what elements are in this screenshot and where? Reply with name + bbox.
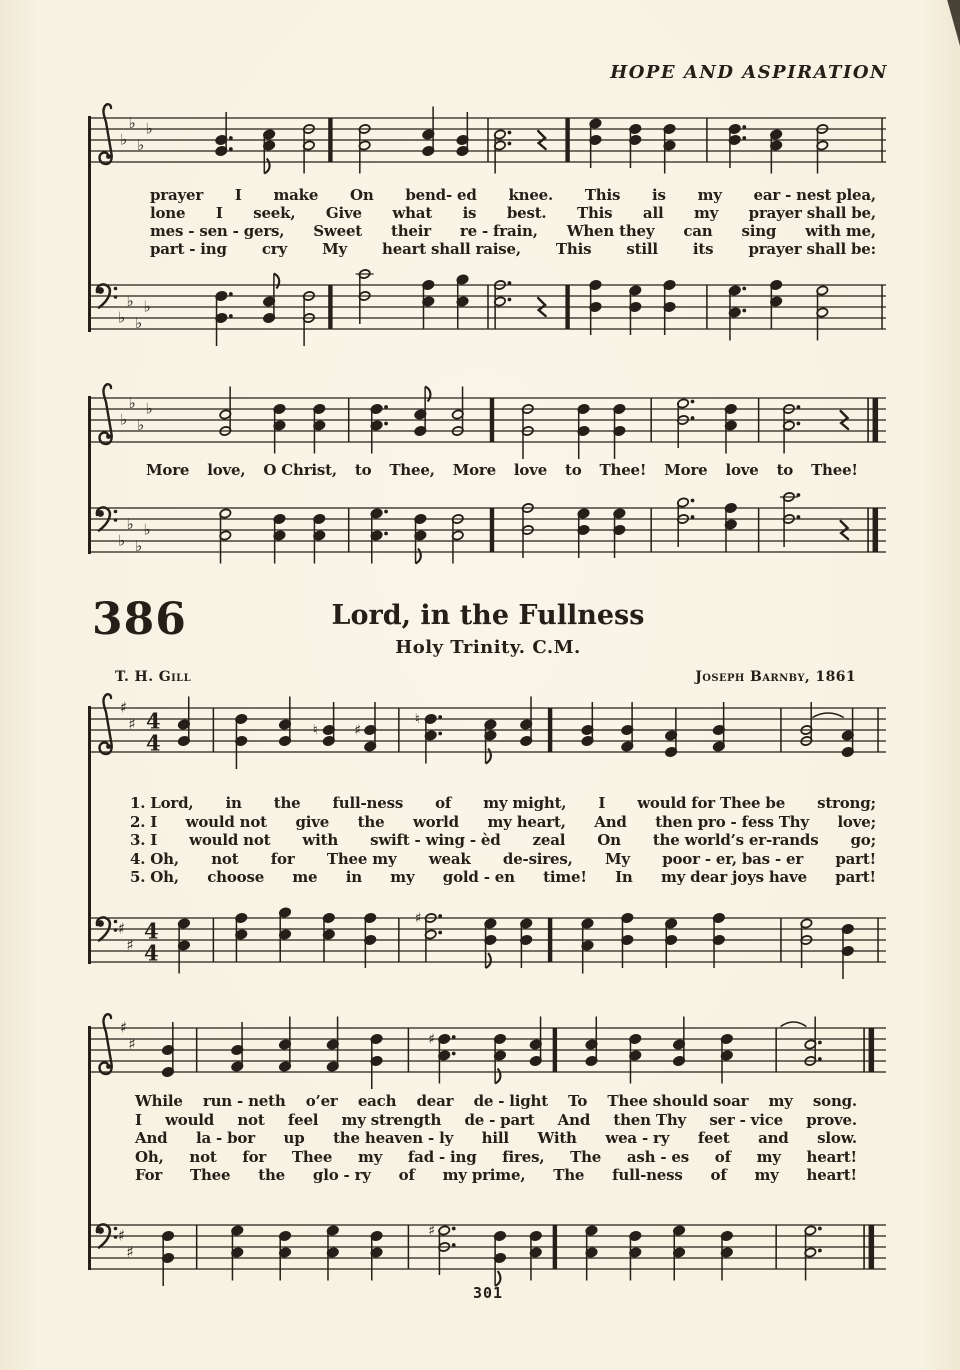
hymn-verses-continued — [135, 1092, 857, 1185]
flat-sign-icon: ♭ — [128, 114, 136, 132]
lyric-word: 5. Oh, — [130, 868, 179, 887]
lyric-line — [150, 222, 876, 240]
lyric-word: is — [652, 186, 666, 204]
lyric-word: slow. — [817, 1129, 857, 1148]
flat-sign-icon: ♭ — [128, 394, 136, 412]
lyric-word: in — [225, 794, 242, 812]
lyric-word: prove. — [806, 1110, 857, 1129]
lyric-word: feet — [697, 1129, 730, 1148]
lyric-word: de-sires, — [502, 849, 573, 868]
lyric-word: My — [322, 240, 347, 258]
lyric-word: to — [776, 461, 794, 479]
lyric-word: dear — [416, 1092, 454, 1110]
lyric-word: world — [412, 812, 459, 831]
lyric-word: part - ing — [150, 240, 227, 258]
lyric-word: Thee — [291, 1147, 333, 1166]
lyric-word: Thee my — [326, 849, 397, 868]
hymn-title: Lord, in the Fullness — [331, 600, 645, 631]
lyric-word: my — [756, 1147, 781, 1166]
flat-sign-icon: ♭ — [145, 119, 153, 138]
lyric-word: my — [697, 186, 722, 204]
lyric-word: More — [146, 461, 190, 479]
sharp-sign-icon: ♯ — [118, 1226, 126, 1245]
lyric-line — [130, 794, 876, 813]
lyric-word: When they — [566, 222, 655, 240]
lyric-word: my — [754, 1166, 779, 1185]
lyric-word: choose — [207, 868, 265, 887]
lyric-word: zeal — [532, 831, 566, 850]
music-staff-s3-bass — [88, 894, 888, 994]
lyric-word: run - neth — [202, 1092, 286, 1110]
composer-credit: Joseph Barnby, 1861 — [695, 669, 856, 685]
lyric-word: make — [273, 186, 319, 204]
flat-sign-icon: ♭ — [118, 308, 126, 327]
lyric-line — [150, 240, 876, 258]
lyric-word: My — [604, 849, 630, 868]
lyric-word: I — [215, 204, 223, 222]
lyric-word: for — [270, 849, 295, 868]
eighth-flag-icon — [486, 953, 491, 968]
lyric-word: not — [189, 1147, 217, 1166]
lyric-word: And — [135, 1129, 168, 1148]
lyric-word: Sweet — [313, 222, 363, 240]
lyric-word: ear - nest plea, — [753, 186, 876, 204]
lyric-line — [130, 831, 876, 850]
page-number: 301 — [472, 1284, 504, 1302]
lyric-word: swift - wing - èd — [370, 831, 501, 850]
lyric-word: ser - vice — [709, 1110, 783, 1129]
lyric-word: feel — [287, 1110, 319, 1129]
tie-icon — [781, 1022, 807, 1027]
treble-clef-icon — [100, 1014, 112, 1074]
lyric-word: I — [234, 186, 242, 204]
lyric-word: me — [292, 868, 318, 887]
lyric-line — [135, 1148, 857, 1167]
lyric-word: fires, — [502, 1147, 545, 1166]
lyric-word: their — [390, 222, 431, 240]
lyric-word: knee. — [508, 186, 554, 204]
lyric-word: to — [565, 461, 582, 479]
music-staff-s3-treble — [88, 684, 888, 784]
lyric-word: Thee! — [599, 461, 647, 479]
flat-sign-icon: ♭ — [135, 314, 143, 332]
lyric-word: Thee! — [811, 461, 858, 479]
lyric-line — [130, 850, 876, 869]
lyric-word: 1. Lord, — [130, 794, 194, 812]
lyric-word: 4. Oh, — [130, 849, 179, 868]
lyric-word: prayer shall be: — [748, 240, 876, 258]
lyric-word: O Christ, — [263, 461, 337, 479]
flat-sign-icon: ♭ — [120, 130, 128, 149]
lyric-word: still — [626, 240, 658, 258]
lyric-line — [150, 204, 876, 222]
lyric-word: fad - ing — [407, 1147, 477, 1166]
flat-sign-icon: ♭ — [126, 292, 134, 310]
lyric-word: de - light — [473, 1092, 548, 1110]
lyric-word: the — [258, 1166, 286, 1185]
hymn-number: 386 — [92, 594, 187, 645]
lyric-word: my strength — [341, 1110, 442, 1129]
lyric-word: wea - ry — [605, 1129, 670, 1148]
accidental-icon: ♯ — [354, 722, 361, 739]
lyric-word: what — [392, 204, 433, 222]
lyric-word: With — [537, 1129, 577, 1148]
lyric-word: of — [398, 1166, 415, 1185]
lyric-word: strong; — [817, 794, 876, 812]
lyric-word: of — [710, 1166, 727, 1185]
lyric-word: would for Thee be — [637, 794, 786, 812]
lyric-word: then pro - fess Thy — [655, 812, 809, 831]
lyric-word: prayer — [150, 186, 204, 204]
sharp-sign-icon: ♯ — [118, 919, 126, 938]
prev-hymn-refrain — [146, 461, 858, 479]
lyric-line — [135, 1092, 857, 1111]
lyric-word: song. — [812, 1092, 857, 1110]
flat-sign-icon: ♭ — [118, 531, 126, 550]
lyric-word: gold - en — [442, 868, 515, 887]
lyric-word: for — [242, 1147, 267, 1166]
time-signature: 4 — [144, 918, 159, 944]
lyric-word: heart! — [806, 1147, 857, 1166]
lyric-word: the world’s er-rands — [652, 831, 819, 850]
sharp-sign-icon: ♯ — [126, 1243, 134, 1261]
lyric-word: Thee — [190, 1166, 231, 1185]
lyric-word: time! — [543, 868, 587, 887]
lyric-word: love, — [207, 461, 246, 479]
lyric-word: While — [135, 1092, 183, 1110]
lyric-word: mes - sen - gers, — [150, 222, 285, 240]
eighth-flag-icon — [416, 549, 421, 564]
lyric-word: poor - er, bas - er — [662, 849, 804, 868]
lyric-line — [135, 1111, 857, 1130]
lyric-word: heart! — [806, 1166, 857, 1185]
lyric-word: my dear joys have — [660, 868, 807, 887]
lyric-word: full-ness — [612, 1166, 683, 1185]
eighth-flag-icon — [274, 274, 279, 289]
lyric-word: the — [357, 812, 385, 831]
flat-sign-icon: ♭ — [137, 136, 145, 154]
lyric-word: would not — [189, 831, 271, 850]
lyric-word: This — [555, 240, 592, 258]
lyric-word: and — [758, 1129, 789, 1148]
lyric-word: not — [211, 849, 239, 868]
lyric-word: then Thy — [613, 1110, 687, 1129]
time-signature: 4 — [146, 708, 161, 734]
lyric-word: heart shall raise, — [382, 240, 521, 258]
accidental-icon: ♯ — [428, 1031, 436, 1048]
lyric-word: my prime, — [442, 1166, 526, 1185]
lyric-word: de - part — [464, 1110, 535, 1129]
lyric-word: can — [683, 222, 713, 240]
lyric-word: In — [615, 868, 633, 887]
lyric-word: The — [570, 1147, 602, 1166]
lyric-word: seek, — [253, 204, 296, 222]
lyric-word: And — [594, 812, 627, 831]
flat-sign-icon: ♭ — [145, 399, 153, 418]
lyric-word: with me, — [805, 222, 876, 240]
lyric-word: Thee should soar — [607, 1092, 749, 1110]
lyric-line — [135, 1129, 857, 1148]
running-header: HOPE AND ASPIRATION — [610, 62, 888, 83]
sharp-sign-icon: ♯ — [128, 1035, 136, 1053]
lyric-line — [130, 868, 876, 887]
lyric-word: o’er — [305, 1092, 338, 1110]
flat-sign-icon: ♭ — [137, 416, 145, 434]
hymn-verses-1-5 — [130, 794, 876, 887]
lyric-word: Oh, — [135, 1147, 164, 1166]
lyric-word: part! — [835, 868, 876, 887]
tie-icon — [812, 713, 843, 718]
lyric-word: not — [237, 1110, 265, 1129]
lyric-word: cry — [261, 240, 288, 258]
lyric-word: give — [295, 812, 330, 831]
lyric-word: On — [349, 186, 374, 204]
lyric-word: lone — [150, 204, 186, 222]
lyric-word: all — [642, 204, 664, 222]
lyric-line — [150, 186, 876, 204]
lyric-word: my — [768, 1092, 793, 1110]
lyric-word: each — [357, 1092, 397, 1110]
music-staff-s2-bass — [88, 484, 888, 584]
lyric-word: glo - ry — [312, 1166, 371, 1185]
lyric-word: my — [357, 1147, 383, 1166]
treble-clef-icon — [100, 694, 112, 754]
lyric-word: in — [345, 868, 362, 887]
lyric-word: of — [435, 794, 452, 812]
sharp-sign-icon: ♯ — [126, 936, 134, 954]
lyric-word: bend- ed — [405, 186, 477, 204]
flat-sign-icon: ♭ — [120, 410, 128, 429]
lyric-word: to — [354, 461, 372, 479]
lyric-word: re - frain, — [459, 222, 538, 240]
lyric-word: go; — [850, 831, 876, 850]
accidental-icon: ♯ — [428, 1223, 436, 1239]
music-staff-s2-treble — [88, 374, 888, 474]
lyric-word: More — [664, 461, 708, 479]
lyric-word: love; — [837, 812, 876, 831]
treble-clef-icon — [100, 384, 112, 444]
sharp-sign-icon: ♯ — [120, 1018, 128, 1037]
eighth-flag-icon — [425, 387, 430, 402]
lyric-word: of — [714, 1147, 731, 1166]
lyric-word: To — [568, 1092, 588, 1110]
byline — [115, 669, 856, 685]
lyric-word: 3. I — [130, 831, 158, 850]
lyric-word: I — [135, 1110, 142, 1129]
lyric-word: ash - es — [626, 1147, 690, 1166]
lyric-word: love — [513, 461, 548, 479]
lyric-word: On — [597, 831, 621, 850]
accidental-icon: ♮ — [312, 722, 318, 739]
lyric-word: More — [452, 461, 496, 479]
lyric-word: my — [390, 868, 415, 887]
lyric-word: hill — [481, 1129, 509, 1148]
sharp-sign-icon: ♯ — [120, 698, 128, 717]
lyric-word: weak — [428, 849, 471, 868]
music-staff-s4-treble — [88, 1004, 888, 1104]
music-staff-s1-bass — [88, 261, 888, 361]
lyric-word: And — [557, 1110, 591, 1129]
lyric-word: For — [135, 1166, 163, 1185]
lyric-word: The — [553, 1166, 585, 1185]
treble-clef-icon — [100, 104, 112, 164]
lyric-word: my — [693, 204, 719, 222]
flat-sign-icon: ♭ — [126, 515, 134, 533]
flat-sign-icon: ♭ — [135, 537, 143, 555]
lyric-word: with — [302, 831, 339, 850]
lyric-line — [135, 1166, 857, 1185]
flat-sign-icon: ♭ — [143, 520, 151, 539]
eighth-flag-icon — [486, 749, 491, 764]
time-signature: 4 — [144, 940, 159, 966]
lyric-word: is — [462, 204, 477, 222]
lyric-line — [146, 461, 858, 479]
author-credit: T. H. Gill — [115, 669, 192, 685]
lyric-word: I — [598, 794, 606, 812]
hymn-subtitle: Holy Trinity. C.M. — [395, 637, 581, 658]
lyric-word: would not — [185, 812, 267, 831]
lyric-word: its — [692, 240, 714, 258]
lyric-word: my might, — [483, 794, 567, 812]
accidental-icon: ♯ — [414, 910, 422, 927]
lyric-word: up — [283, 1129, 305, 1148]
music-staff-s1-treble — [88, 94, 888, 194]
accidental-icon: ♮ — [414, 711, 420, 728]
lyric-word: love — [725, 461, 759, 479]
prev-hymn-verse-lyrics — [150, 186, 876, 258]
lyric-line — [130, 813, 876, 832]
lyric-word: la - bor — [196, 1129, 255, 1148]
time-signature: 4 — [146, 730, 161, 756]
lyric-word: 2. I — [130, 812, 158, 831]
lyric-word: This — [584, 186, 621, 204]
lyric-word: prayer shall be, — [748, 204, 876, 222]
lyric-word: Give — [325, 204, 362, 222]
lyric-word: my heart, — [487, 812, 566, 831]
lyric-word: would — [165, 1110, 215, 1129]
lyric-word: This — [576, 204, 613, 222]
eighth-flag-icon — [495, 1069, 500, 1084]
lyric-word: the — [273, 794, 301, 812]
scan-corner-artifact — [944, 0, 960, 46]
lyric-word: best. — [506, 204, 547, 222]
lyric-word: the heaven - ly — [333, 1129, 454, 1148]
lyric-word: sing — [741, 222, 777, 240]
lyric-word: part! — [835, 849, 876, 868]
sharp-sign-icon: ♯ — [128, 715, 136, 733]
eighth-flag-icon — [264, 159, 269, 174]
lyric-word: full-ness — [332, 794, 404, 812]
flat-sign-icon: ♭ — [143, 297, 151, 316]
lyric-word: Thee, — [389, 461, 435, 479]
